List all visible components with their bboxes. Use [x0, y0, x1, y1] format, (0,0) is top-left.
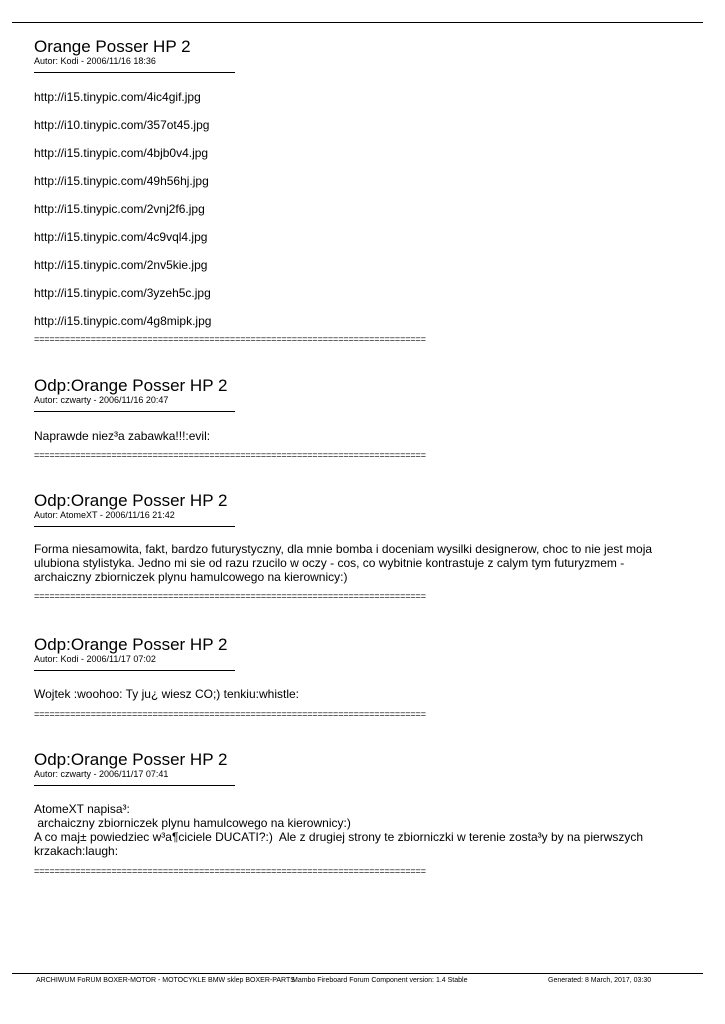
- footer-rule: [12, 973, 703, 974]
- post-line: http://i15.tinypic.com/2vnj2f6.jpg: [34, 202, 205, 216]
- post-line: AtomeXT napisa³:: [34, 802, 130, 816]
- post-line: Wojtek :woohoo: Ty ju¿ wiesz CO;) tenkiu:whistle:: [34, 687, 299, 701]
- post-meta: Autor: Kodi - 2006/11/17 07:02: [34, 654, 156, 664]
- post-meta: Autor: AtomeXT - 2006/11/16 21:42: [34, 510, 175, 520]
- post-line: http://i15.tinypic.com/2nv5kie.jpg: [34, 258, 208, 272]
- post-title: Orange Posser HP 2: [34, 37, 191, 56]
- post-rule: [34, 526, 235, 527]
- post: [34, 377, 674, 460]
- top-rule: [12, 22, 703, 23]
- post-line: http://i10.tinypic.com/357ot45.jpg: [34, 118, 210, 132]
- post: [34, 636, 674, 719]
- post-meta: Autor: czwarty - 2006/11/17 07:41: [34, 769, 169, 779]
- post-line: http://i15.tinypic.com/49h56hj.jpg: [34, 174, 209, 188]
- post-line: http://i15.tinypic.com/4bjb0v4.jpg: [34, 146, 209, 160]
- footer-right: Generated: 8 March, 2017, 03:30: [548, 977, 652, 984]
- post-separator: ============================================================================: [34, 334, 426, 344]
- post-rule: [34, 670, 235, 671]
- post-title: Odp:Orange Posser HP 2: [34, 750, 228, 769]
- post-rule: [34, 785, 235, 786]
- post: [34, 751, 674, 876]
- post-line: http://i15.tinypic.com/4c9vql4.jpg: [34, 230, 208, 244]
- post-line: http://i15.tinypic.com/4ic4gif.jpg: [34, 90, 201, 104]
- post-rule: [34, 72, 235, 73]
- post-separator: ============================================================================: [34, 866, 426, 876]
- post-separator: ============================================================================: [34, 450, 426, 460]
- post-title: Odp:Orange Posser HP 2: [34, 635, 228, 654]
- post-separator: ============================================================================: [34, 591, 426, 601]
- post: [34, 492, 674, 601]
- post-separator: ============================================================================: [34, 709, 426, 719]
- post-title: Odp:Orange Posser HP 2: [34, 376, 228, 395]
- post-line: Naprawde niez³a zabawka!!!:evil:: [34, 429, 211, 443]
- post-line: http://i15.tinypic.com/3yzeh5c.jpg: [34, 286, 211, 300]
- footer-left: ARCHIWUM FoRUM BOXER-MOTOR - MOTOCYKLE BMW sklep BOXER-PARTS: [36, 977, 295, 984]
- footer-center: Mambo Fireboard Forum Component version: 1.4 Stable: [292, 977, 468, 984]
- post-title: Odp:Orange Posser HP 2: [34, 491, 228, 510]
- post-line: Forma niesamowita, fakt, bardzo futurystyczny, dla mnie bomba i doceniam wysilki designerow, choc to nie jest moja: [34, 542, 653, 556]
- post-line: http://i15.tinypic.com/4g8mipk.jpg: [34, 314, 212, 328]
- post-line: krzakach:laugh:: [34, 844, 119, 858]
- post-line: ulubiona stylistyka. Jedno mi sie od razu rzucilo w oczy - cos, co wybitnie kontrastuje z calym tym futuryzmem -: [34, 556, 625, 570]
- post-line: archaiczny zbiorniczek plynu hamulcowego na kierownicy:): [34, 816, 351, 830]
- post-meta: Autor: Kodi - 2006/11/16 18:36: [34, 56, 156, 66]
- post-rule: [34, 411, 235, 412]
- post-line: archaiczny zbiorniczek plynu hamulcowego na kierownicy:): [34, 570, 348, 584]
- post-meta: Autor: czwarty - 2006/11/16 20:47: [34, 395, 169, 405]
- post: [34, 38, 674, 344]
- post-line: A co maj± powiedziec w³a¶ciciele DUCATI?:) Ale z drugiej strony te zbiorniczki w terenie zosta³y by na pierwszych: [34, 830, 644, 844]
